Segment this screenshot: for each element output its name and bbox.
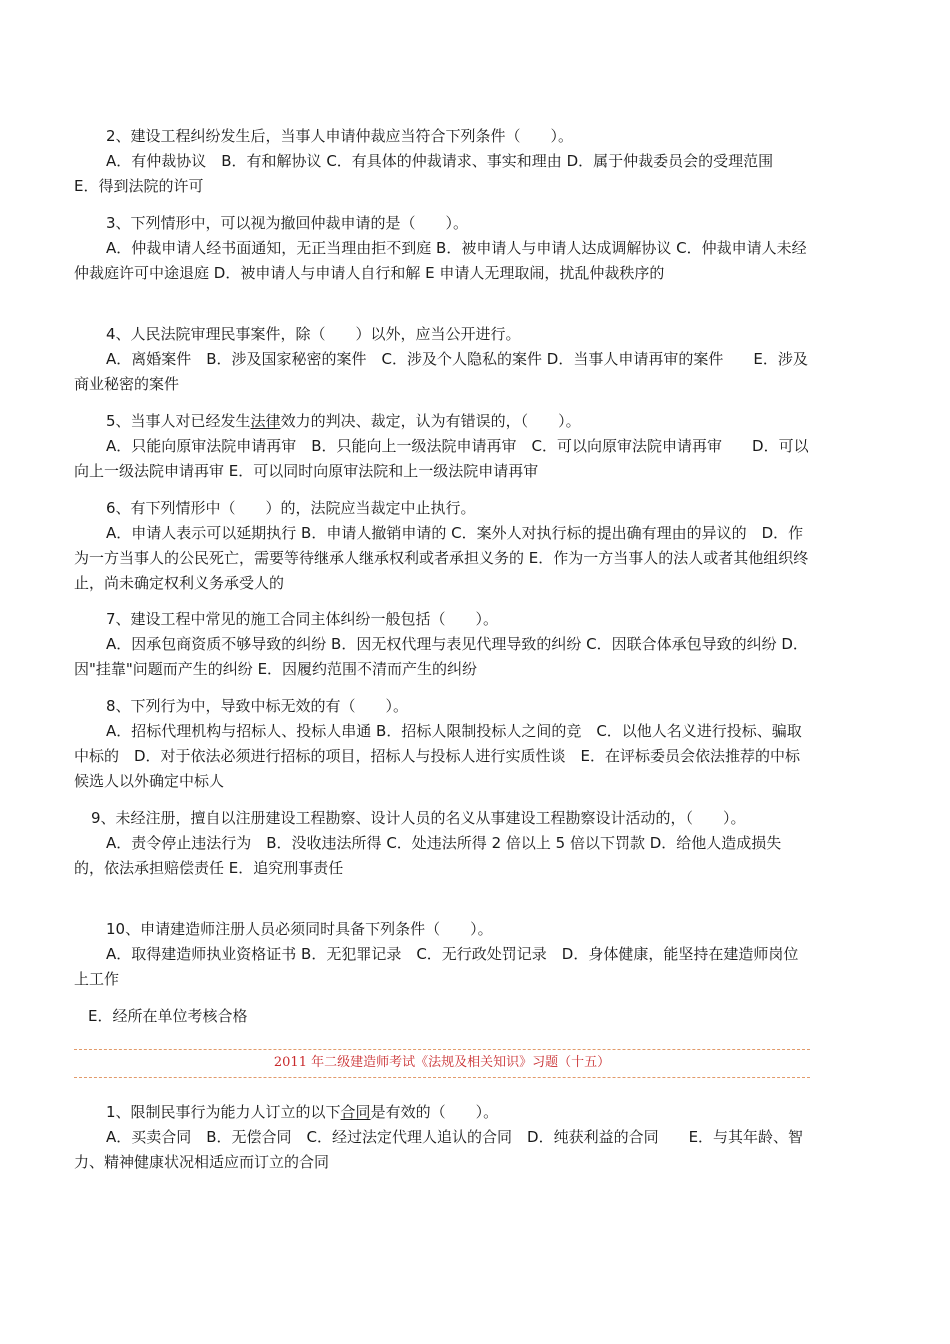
question-9 — [74, 806, 810, 881]
question-10-text: 10、申请建造师注册人员必须同时具备下列条件（ ）。 — [106, 920, 493, 938]
question-7-text: 7、建设工程中常见的施工合同主体纠纷一般包括（ ）。 — [106, 610, 499, 628]
question-3-options: A．仲裁申请人经书面通知，无正当理由拒不到庭 B．被申请人与申请人达成调解协议 C．仲裁申请人未经仲裁庭许可中途退庭 D．被申请人与申请人自行和解 E 申请人无理取闹，扰乱仲裁秩序的 — [74, 239, 807, 282]
question-7 — [74, 607, 810, 682]
question-2-text: 2、建设工程纠纷发生后，当事人申请仲裁应当符合下列条件（ ）。 — [106, 127, 574, 145]
question-8 — [74, 694, 810, 794]
question-4 — [74, 322, 810, 397]
question-2 — [74, 124, 810, 199]
contract-link[interactable]: 合同 — [340, 1103, 371, 1121]
question-5 — [74, 409, 810, 484]
dashed-divider-bottom — [74, 1077, 810, 1078]
dashed-divider-top — [74, 1049, 810, 1050]
question-9-options: A．责令停止违法行为 B．没收违法所得 C．处违法所得 2 倍以上 5 倍以下罚款 D．给他人造成损失的，依法承担赔偿责任 E．追究刑事责任 — [74, 834, 782, 877]
question-1-part2-text — [74, 1100, 810, 1125]
question-4-options: A．离婚案件 B．涉及国家秘密的案件 C．涉及个人隐私的案件 D．当事人申请再审的案件 E．涉及商业秘密的案件 — [74, 350, 808, 393]
question-9-text: 9、未经注册，擅自以注册建设工程勘察、设计人员的名义从事建设工程勘察设计活动的，（ ）。 — [91, 809, 746, 827]
question-4-text: 4、人民法院审理民事案件，除（ ）以外，应当公开进行。 — [106, 325, 521, 343]
question-6 — [74, 496, 810, 596]
section-title: 2011 年二级建造师考试《法规及相关知识》习题（十五） — [273, 1055, 611, 1070]
question-1-part2-options: A．买卖合同 B．无偿合同 C．经过法定代理人追认的合同 D．纯获利益的合同 E．与其年龄、智力、精神健康状况相适应而订立的合同 — [74, 1128, 804, 1171]
question-3 — [74, 211, 810, 286]
question-1-part2 — [74, 1100, 810, 1175]
question-10-options: A．取得建造师执业资格证书 B．无犯罪记录 C．无行政处罚记录 D．身体健康，能坚持在建造师岗位上工作 — [74, 945, 799, 988]
question-10-option-e: E．经所在单位考核合格 — [88, 1007, 248, 1025]
question-7-options: A．因承包商资质不够导致的纠纷 B．因无权代理与表见代理导致的纠纷 C．因联合体承包导致的纠纷 D．因"挂靠"问题而产生的纠纷 E．因履约范围不清而产生的纠纷 — [74, 635, 808, 678]
question-6-options: A．申请人表示可以延期执行 B．申请人撤销申请的 C．案外人对执行标的提出确有理由的异议的 D．作为一方当事人的公民死亡，需要等待继承人继承权利或者承担义务的 E．作为一方当事人的法人或者其他组织终止，尚未确定权利义务承受人的 — [74, 524, 809, 592]
question-8-text: 8、下列行为中，导致中标无效的有（ ）。 — [106, 697, 409, 715]
question-8-options: A．招标代理机构与招标人、投标人串通 B．招标人限制投标人之间的竞 C．以他人名义进行投标、骗取中标的 D．对于依法必须进行招标的项目，招标人与投标人进行实质性谈 E．在评标委员会依法推荐的中标候选人以外确定中标人 — [74, 722, 802, 790]
question-10 — [74, 917, 810, 992]
question-5-text-after: 效力的判决、裁定，认为有错误的，（ ）。 — [280, 412, 581, 430]
question-6-text: 6、有下列情形中（ ）的，法院应当裁定中止执行。 — [106, 499, 476, 517]
law-link[interactable]: 法律 — [250, 412, 281, 430]
question-5-text — [74, 409, 810, 434]
question-2-options: A．有仲裁协议 B．有和解协议 C．有具体的仲裁请求、事实和理由 D．属于仲裁委员会的受理范围 E．得到法院的许可 — [74, 152, 789, 195]
question-1-part2-text-before: 1、限制民事行为能力人订立的以下 — [106, 1103, 341, 1121]
question-1-part2-text-after: 是有效的（ ）。 — [370, 1103, 499, 1121]
question-5-text-before: 5、当事人对已经发生 — [106, 412, 251, 430]
question-5-options: A．只能向原审法院申请再审 B．只能向上一级法院申请再审 C．可以向原审法院申请再审 D．可以向上一级法院申请再审 E．可以同时向原审法院和上一级法院申请再审 — [74, 437, 809, 480]
question-3-text: 3、下列情形中，可以视为撤回仲裁申请的是（ ）。 — [106, 214, 469, 232]
